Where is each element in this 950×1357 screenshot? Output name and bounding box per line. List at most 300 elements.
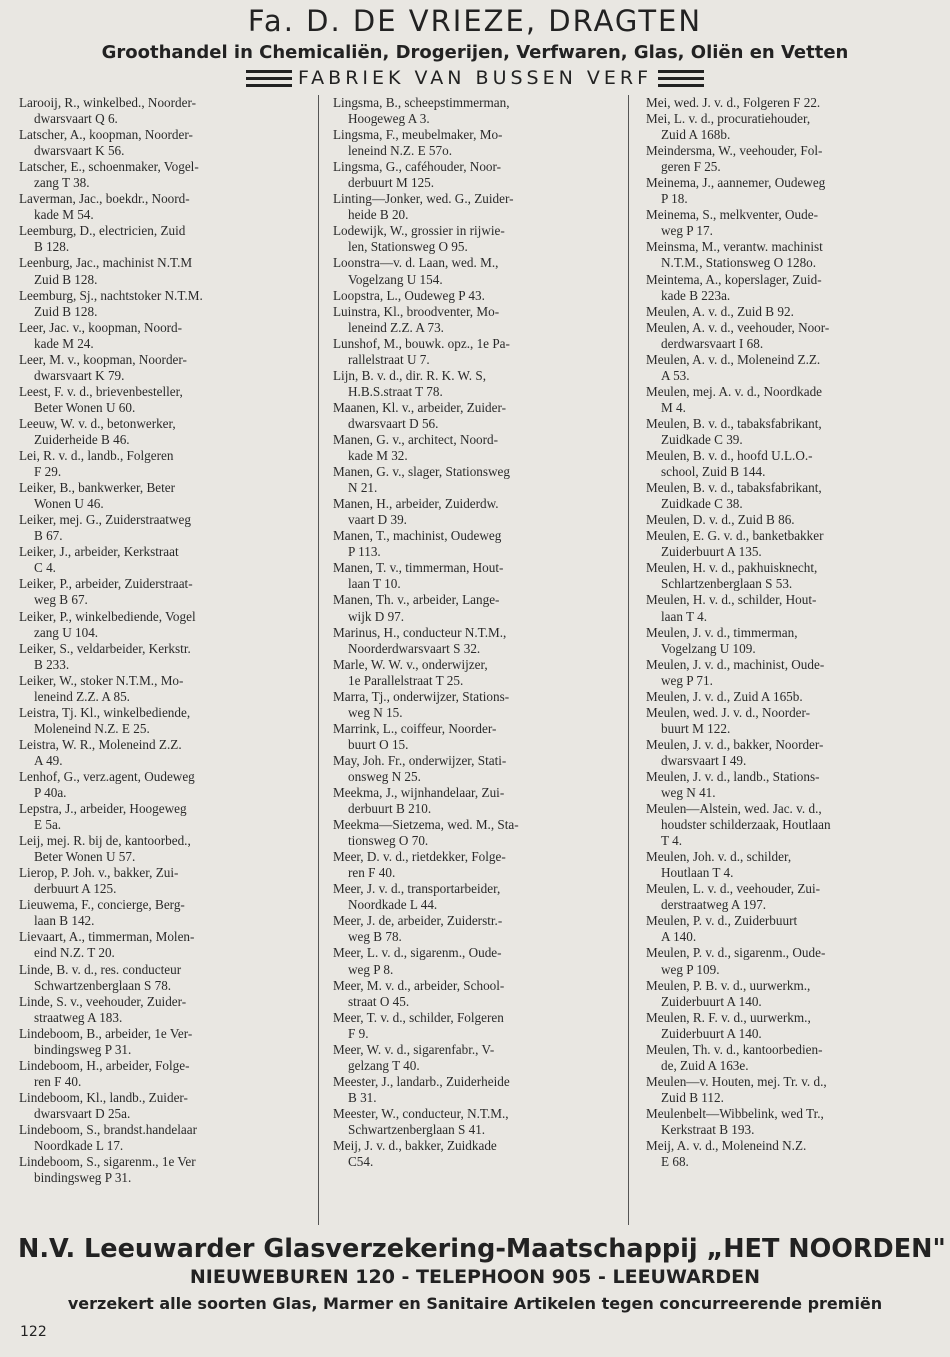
entry-line: Meekma, J., wijnhandelaar, Zui- <box>333 785 505 801</box>
directory-entry <box>646 801 928 849</box>
entry-line: Meulen, B. v. d., tabaksfabrikant, <box>646 480 822 496</box>
directory-entry <box>19 223 299 255</box>
entry-continuation: Zuidkade C 39. <box>661 431 743 447</box>
directory-entry <box>646 111 928 143</box>
entry-line: Leiker, J., arbeider, Kerkstraat <box>19 544 179 560</box>
entry-continuation: Zuid A 168b. <box>661 127 731 143</box>
entry-continuation: Vogelzang U 154. <box>348 271 443 287</box>
directory-entry <box>646 592 928 624</box>
directory-entry <box>646 913 928 945</box>
entry-continuation: kade M 32. <box>348 448 408 464</box>
entry-line: Meulen, J. v. d., landb., Stations- <box>646 768 820 784</box>
entry-line: Meer, M. v. d., arbeider, School- <box>333 977 505 993</box>
directory-entry <box>333 191 613 223</box>
entry-continuation: Beter Wonen U 57. <box>34 849 136 865</box>
directory-column-2 <box>333 95 613 1225</box>
directory-entry <box>333 159 613 191</box>
entry-line: Lei, R. v. d., landb., Folgeren <box>19 448 174 464</box>
entry-line: Meinema, S., melkventer, Oude- <box>646 207 818 223</box>
entry-line: Manen, G. v., slager, Stationsweg <box>333 464 510 480</box>
directory-entry <box>333 1042 613 1074</box>
entry-continuation: B 233. <box>34 656 70 672</box>
entry-continuation: Noorderdwarsvaart S 32. <box>348 640 481 656</box>
entry-line: Marrink, L., coiffeur, Noorder- <box>333 720 497 736</box>
entry-continuation: derbuurt A 125. <box>34 881 117 897</box>
entry-line: Leenburg, Jac., machinist N.T.M <box>19 255 193 271</box>
entry-continuation: B 67. <box>34 528 63 544</box>
entry-continuation: tionsweg O 70. <box>348 833 429 849</box>
entry-continuation: dwarsvaart D 56. <box>348 415 439 431</box>
entry-line: May, Joh. Fr., onderwijzer, Stati- <box>333 752 507 768</box>
entry-continuation: rallelstraat U 7. <box>348 351 430 367</box>
directory-entry <box>19 994 299 1026</box>
directory-entry <box>333 464 613 496</box>
entry-continuation: P 113. <box>348 544 381 560</box>
directory-entry <box>333 127 613 159</box>
directory-entry <box>333 528 613 560</box>
entry-line: Meulen, P. v. d., Zuiderbuurt <box>646 913 798 929</box>
entry-line: Meulen, A. v. d., Zuid B 92. <box>646 303 794 319</box>
entry-continuation: houdster schilderzaak, Houtlaan <box>661 817 831 833</box>
directory-entry <box>19 641 299 673</box>
entry-continuation: dwarsvaart Q 6. <box>34 111 118 127</box>
directory-entry <box>646 304 928 320</box>
entry-continuation: N.T.M., Stationsweg O 128o. <box>661 255 817 271</box>
directory-entry <box>333 255 613 287</box>
entry-continuation: A 53. <box>661 367 690 383</box>
entry-line: Meulen, H. v. d., schilder, Hout- <box>646 592 817 608</box>
directory-entry <box>19 962 299 994</box>
entry-continuation: buurt M 122. <box>661 720 731 736</box>
directory-entry <box>333 817 613 849</box>
entry-continuation: school, Zuid B 144. <box>661 464 766 480</box>
directory-entry <box>333 592 613 624</box>
directory-entry <box>19 865 299 897</box>
entry-line: Leeuw, W. v. d., betonwerker, <box>19 415 176 431</box>
entry-line: Larooij, R., winkelbed., Noorder- <box>19 95 196 110</box>
entry-continuation: zang T 38. <box>34 175 90 191</box>
entry-line: Meulen, P. v. d., sigarenm., Oude- <box>646 945 826 961</box>
directory-entry <box>333 432 613 464</box>
entry-line: Meulen, E. G. v. d., banketbakker <box>646 528 824 544</box>
column-divider <box>318 95 319 1225</box>
directory-entry <box>333 496 613 528</box>
directory-entry <box>19 705 299 737</box>
entry-continuation: straat O 45. <box>348 993 410 1009</box>
entry-line: Meinsma, M., verantw. machinist <box>646 239 823 255</box>
entry-line: Linde, S. v., veehouder, Zuider- <box>19 993 187 1009</box>
directory-entry <box>646 705 928 737</box>
directory-entry <box>333 223 613 255</box>
directory-entry <box>646 416 928 448</box>
directory-entry <box>19 255 299 287</box>
directory-entry <box>333 945 613 977</box>
directory-entry <box>333 1138 613 1170</box>
directory-entry <box>646 769 928 801</box>
directory-entry <box>333 1010 613 1042</box>
entry-continuation: E 68. <box>661 1154 689 1170</box>
entry-line: Leiker, mej. G., Zuiderstraatweg <box>19 512 191 528</box>
entry-continuation: Wonen U 46. <box>34 496 104 512</box>
entry-continuation: dwarsvaart I 49. <box>661 752 747 768</box>
directory-entry <box>646 1010 928 1042</box>
column-divider <box>628 95 629 1225</box>
entry-continuation: leneind N.Z. E 57o. <box>348 143 453 159</box>
directory-entry <box>19 673 299 705</box>
entry-continuation: Noordkade L 44. <box>348 897 438 913</box>
entry-line: Leest, F. v. d., brievenbesteller, <box>19 383 183 399</box>
entry-continuation: Houtlaan T 4. <box>661 865 734 881</box>
entry-line: Leij, mej. R. bij de, kantoorbed., <box>19 833 191 849</box>
entry-line: Luinstra, Kl., broodventer, Mo- <box>333 303 500 319</box>
entry-line: Manen, Th. v., arbeider, Lange- <box>333 592 500 608</box>
directory-column-1 <box>19 95 299 1225</box>
directory-entry <box>646 480 928 512</box>
entry-line: Meulen, A. v. d., veehouder, Noor- <box>646 319 830 335</box>
entry-line: Lieuwema, F., concierge, Berg- <box>19 897 185 913</box>
directory-entry <box>19 801 299 833</box>
directory-entry <box>19 609 299 641</box>
entry-continuation: laan T 10. <box>348 576 401 592</box>
entry-line: Meulen, wed. J. v. d., Noorder- <box>646 704 811 720</box>
directory-entry <box>646 207 928 239</box>
directory-entry <box>19 1090 299 1122</box>
directory-entry <box>19 159 299 191</box>
entry-line: Linting—Jonker, wed. G., Zuider- <box>333 191 514 207</box>
directory-entry <box>333 849 613 881</box>
entry-continuation: Schlartzenberglaan S 53. <box>661 576 793 592</box>
directory-entry <box>333 304 613 336</box>
entry-continuation: Zuiderbuurt A 140. <box>661 1025 762 1041</box>
directory-entry <box>19 833 299 865</box>
entry-line: Leiker, W., stoker N.T.M., Mo- <box>19 672 184 688</box>
directory-entry <box>646 945 928 977</box>
entry-line: Meij, J. v. d., bakker, Zuidkade <box>333 1138 497 1154</box>
entry-line: Leer, M. v., koopman, Noorder- <box>19 351 187 367</box>
entry-line: Lindeboom, B., arbeider, 1e Ver- <box>19 1025 193 1041</box>
entry-continuation: eind N.Z. T 20. <box>34 945 115 961</box>
entry-line: Meulen—Alstein, wed. Jac. v. d., <box>646 801 822 817</box>
directory-entry <box>19 127 299 159</box>
directory-entry <box>333 978 613 1010</box>
directory-entry <box>646 657 928 689</box>
directory-entry <box>19 448 299 480</box>
left-bars-ornament <box>246 70 292 87</box>
entry-line: Meulen, Joh. v. d., schilder, <box>646 849 792 865</box>
directory-entry <box>333 560 613 592</box>
entry-continuation: P 40a. <box>34 785 67 801</box>
directory-entry <box>646 1042 928 1074</box>
entry-line: Leiker, B., bankwerker, Beter <box>19 480 176 496</box>
entry-continuation: B 31. <box>348 1089 377 1105</box>
entry-line: Leiker, P., winkelbediende, Vogel <box>19 608 196 624</box>
entry-line: Latscher, E., schoenmaker, Vogel- <box>19 159 199 175</box>
entry-line: Manen, T. v., timmerman, Hout- <box>333 560 504 576</box>
entry-line: Meulen, Th. v. d., kantoorbedien- <box>646 1041 823 1057</box>
entry-continuation: derbuurt M 125. <box>348 175 435 191</box>
entry-continuation: Kerkstraat B 193. <box>661 1122 755 1137</box>
directory-entry <box>333 336 613 368</box>
directory-entry <box>19 929 299 961</box>
directory-entry <box>19 95 299 127</box>
entry-continuation: kade B 223a. <box>661 287 731 303</box>
entry-continuation: straatweg A 183. <box>34 1009 123 1025</box>
entry-continuation: H.B.S.straat T 78. <box>348 383 443 399</box>
advert-title: Fa. D. DE VRIEZE, DRAGTEN <box>247 4 703 38</box>
directory-entry <box>333 657 613 689</box>
entry-line: Marle, W. W. v., onderwijzer, <box>333 656 488 672</box>
directory-entry <box>19 512 299 544</box>
directory-entry <box>19 1154 299 1186</box>
directory-entry <box>19 288 299 320</box>
entry-line: Meester, J., landarb., Zuiderheide <box>333 1073 510 1089</box>
entry-continuation: Zuid B 128. <box>34 271 98 287</box>
entry-continuation: Zuid B 112. <box>661 1089 724 1105</box>
directory-entry <box>646 689 928 705</box>
entry-continuation: Schwartzenberglaan S 41. <box>348 1122 486 1137</box>
entry-line: Meulen—v. Houten, mej. Tr. v. d., <box>646 1073 827 1089</box>
entry-line: Meer, W. v. d., sigarenfabr., V- <box>333 1041 495 1057</box>
entry-continuation: wijk D 97. <box>348 608 405 624</box>
entry-continuation: weg B 78. <box>348 929 402 945</box>
directory-entry <box>19 320 299 352</box>
entry-line: Lindeboom, H., arbeider, Folge- <box>19 1057 190 1073</box>
entry-line: Lijn, B. v. d., dir. R. K. W. S, <box>333 367 487 383</box>
directory-entry <box>19 191 299 223</box>
directory-entry <box>333 400 613 432</box>
directory-entry <box>19 544 299 576</box>
entry-line: Mei, L. v. d., procuratiehouder, <box>646 111 811 127</box>
directory-entry <box>333 881 613 913</box>
entry-continuation: derdwarsvaart I 68. <box>661 335 764 351</box>
directory-entry <box>646 1074 928 1106</box>
directory-entry <box>646 352 928 384</box>
entry-line: Latscher, A., koopman, Noorder- <box>19 127 193 143</box>
entry-continuation: dwarsvaart K 56. <box>34 143 125 159</box>
directory-entry <box>646 272 928 304</box>
entry-line: Leiker, S., veldarbeider, Kerkstr. <box>19 640 191 656</box>
entry-line: Manen, G. v., architect, Noord- <box>333 431 499 447</box>
entry-continuation: kade M 54. <box>34 207 94 223</box>
directory-entry <box>333 288 613 304</box>
entry-continuation: dwarsvaart D 25a. <box>34 1105 131 1121</box>
entry-continuation: Schwartzenberglaan S 78. <box>34 977 172 993</box>
entry-continuation: dwarsvaart K 79. <box>34 367 125 383</box>
directory-column-3 <box>646 95 928 1225</box>
entry-continuation: laan T 4. <box>661 608 708 624</box>
entry-line: Meulen, P. B. v. d., uurwerkm., <box>646 977 811 993</box>
entry-continuation: weg N 15. <box>348 704 403 720</box>
entry-line: Meindersma, W., veehouder, Fol- <box>646 143 823 159</box>
advert-factory-line <box>0 66 950 90</box>
directory-entry <box>19 1122 299 1154</box>
directory-entry <box>646 978 928 1010</box>
directory-entry <box>19 737 299 769</box>
entry-line: Meintema, A., koperslager, Zuid- <box>646 271 822 287</box>
entry-line: Lenhof, G., verz.agent, Oudeweg <box>19 768 195 784</box>
insurance-advert-address: NIEUWEBUREN 120 - TELEPHOON 905 - LEEUWARDEN <box>189 1266 761 1288</box>
entry-line: Meulenbelt—Wibbelink, wed Tr., <box>646 1105 824 1121</box>
entry-continuation: Zuiderbuurt A 140. <box>661 993 762 1009</box>
entry-continuation: Beter Wonen U 60. <box>34 399 136 415</box>
entry-line: Lingsma, G., caféhouder, Noor- <box>333 159 502 175</box>
directory-entry <box>333 689 613 721</box>
entry-continuation: M 4. <box>661 399 686 415</box>
directory-entry <box>333 1074 613 1106</box>
directory-entry <box>19 769 299 801</box>
factory-text: FABRIEK VAN BUSSEN VERF <box>297 67 652 89</box>
directory-entry <box>19 576 299 608</box>
entry-continuation: P 18. <box>661 191 688 207</box>
directory-entry <box>333 625 613 657</box>
entry-line: Meer, J. v. d., transportarbeider, <box>333 881 501 897</box>
entry-line: Lindeboom, S., sigarenm., 1e Ver <box>19 1154 196 1170</box>
entry-line: Meulen, J. v. d., Zuid A 165b. <box>646 688 803 704</box>
entry-line: Linde, B. v. d., res. conducteur <box>19 961 182 977</box>
entry-line: Meinema, J., aannemer, Oudeweg <box>646 175 826 191</box>
directory-entry <box>333 753 613 785</box>
directory-entry <box>19 1058 299 1090</box>
entry-line: Lepstra, J., arbeider, Hoogeweg <box>19 801 187 817</box>
entry-continuation: Zuiderheide B 46. <box>34 431 130 447</box>
directory-entry <box>646 1138 928 1170</box>
entry-continuation: vaart D 39. <box>348 512 407 528</box>
directory-entry <box>646 175 928 207</box>
entry-line: Meulen, J. v. d., machinist, Oude- <box>646 656 825 672</box>
entry-line: Loonstra—v. d. Laan, wed. M., <box>333 255 499 271</box>
directory-entry <box>333 95 613 127</box>
entry-line: Meulen, J. v. d., timmerman, <box>646 624 798 640</box>
directory-entry <box>333 785 613 817</box>
entry-continuation: Moleneind N.Z. E 25. <box>34 720 150 736</box>
entry-continuation: weg P 109. <box>661 961 720 977</box>
entry-line: Meulen, L. v. d., veehouder, Zui- <box>646 881 821 897</box>
entry-line: Meulen, D. v. d., Zuid B 86. <box>646 512 795 528</box>
entry-continuation: leneind Z.Z. A 85. <box>34 688 130 704</box>
entry-line: Meulen, H. v. d., pakhuisknecht, <box>646 560 818 576</box>
entry-line: Lindeboom, Kl., landb., Zuider- <box>19 1089 188 1105</box>
directory-entry <box>646 95 928 111</box>
directory-entry <box>19 480 299 512</box>
entry-continuation: Zuidkade C 38. <box>661 496 743 512</box>
page-number: 122 <box>20 1324 47 1340</box>
entry-continuation: Zuid B 128. <box>34 303 98 319</box>
entry-continuation: zang U 104. <box>34 624 99 640</box>
entry-continuation: len, Stationsweg O 95. <box>348 239 468 255</box>
directory-entry <box>333 1106 613 1138</box>
entry-continuation: weg P 71. <box>661 672 713 688</box>
directory-entry <box>19 352 299 384</box>
directory-entry <box>646 625 928 657</box>
entry-line: Meulen, B. v. d., hoofd U.L.O.- <box>646 448 813 464</box>
entry-continuation: buurt O 15. <box>348 736 409 752</box>
directory-entry <box>19 1026 299 1058</box>
entry-continuation: gelzang T 40. <box>348 1057 420 1073</box>
entry-line: Meer, J. de, arbeider, Zuiderstr.- <box>333 913 503 929</box>
entry-continuation: ren F 40. <box>348 865 396 881</box>
directory-entry <box>646 143 928 175</box>
entry-line: Lievaart, A., timmerman, Molen- <box>19 929 195 945</box>
entry-line: Lingsma, F., meubelmaker, Mo- <box>333 127 503 143</box>
entry-continuation: weg N 41. <box>661 785 716 801</box>
entry-line: Meulen, mej. A. v. d., Noordkade <box>646 383 823 399</box>
entry-continuation: 1e Parallelstraat T 25. <box>348 672 464 688</box>
entry-line: Leistra, Tj. Kl., winkelbediende, <box>19 704 191 720</box>
entry-line: Meer, T. v. d., schilder, Folgeren <box>333 1009 504 1025</box>
entry-line: Leemburg, Sj., nachtstoker N.T.M. <box>19 287 203 303</box>
entry-continuation: weg P 17. <box>661 223 713 239</box>
directory-entry <box>646 512 928 528</box>
directory-entry <box>19 897 299 929</box>
entry-continuation: weg P 8. <box>348 961 394 977</box>
entry-continuation: C 4. <box>34 560 56 576</box>
advert-subtitle: Groothandel in Chemicaliën, Drogerijen, Verfwaren, Glas, Oliën en Vetten <box>101 42 849 63</box>
entry-continuation: heide B 20. <box>348 207 409 223</box>
directory-entry <box>646 320 928 352</box>
directory-entry <box>646 560 928 592</box>
entry-line: Meer, D. v. d., rietdekker, Folge- <box>333 849 506 865</box>
directory-entry <box>646 849 928 881</box>
entry-line: Leemburg, D., electricien, Zuid <box>19 223 186 239</box>
entry-line: Laverman, Jac., boekdr., Noord- <box>19 191 190 207</box>
directory-entry <box>646 737 928 769</box>
entry-continuation: de, Zuid A 163e. <box>661 1057 749 1073</box>
entry-line: Meer, L. v. d., sigarenm., Oude- <box>333 945 502 961</box>
entry-continuation: laan B 142. <box>34 913 95 929</box>
entry-line: Marinus, H., conducteur N.T.M., <box>333 624 507 640</box>
entry-continuation: onsweg N 25. <box>348 768 421 784</box>
entry-line: Lierop, P. Joh. v., bakker, Zui- <box>19 865 179 881</box>
entry-continuation: F 29. <box>34 464 62 480</box>
directory-entry <box>333 913 613 945</box>
entry-continuation: derbuurt B 210. <box>348 801 432 817</box>
entry-continuation: A 140. <box>661 929 697 945</box>
entry-line: Meekma—Sietzema, wed. M., Sta- <box>333 817 519 833</box>
entry-continuation: derstraatweg A 197. <box>661 897 767 913</box>
entry-continuation: Noordkade L 17. <box>34 1138 124 1154</box>
entry-continuation: N 21. <box>348 480 378 496</box>
entry-continuation: E 5a. <box>34 817 62 833</box>
directory-entry <box>646 384 928 416</box>
directory-entry <box>19 384 299 416</box>
entry-continuation: ren F 40. <box>34 1073 82 1089</box>
entry-continuation: Vogelzang U 109. <box>661 640 756 656</box>
entry-line: Mei, wed. J. v. d., Folgeren F 22. <box>646 95 821 110</box>
entry-continuation: B 128. <box>34 239 70 255</box>
entry-line: Meulen, A. v. d., Moleneind Z.Z. <box>646 351 821 367</box>
entry-line: Meulen, J. v. d., bakker, Noorder- <box>646 736 824 752</box>
entry-continuation: bindingsweg P 31. <box>34 1170 132 1186</box>
entry-line: Manen, H., arbeider, Zuiderdw. <box>333 496 499 512</box>
entry-continuation: F 9. <box>348 1025 369 1041</box>
directory-entry <box>19 416 299 448</box>
directory-entry <box>646 528 928 560</box>
entry-line: Lodewijk, W., grossier in rijwie- <box>333 223 505 239</box>
insurance-advert-company: N.V. Leeuwarder Glasverzekering-Maatschappij „HET NOORDEN" <box>18 1234 946 1264</box>
entry-line: Maanen, Kl. v., arbeider, Zuider- <box>333 399 507 415</box>
entry-line: Manen, T., machinist, Oudeweg <box>333 528 502 544</box>
entry-continuation: leneind Z.Z. A 73. <box>348 319 444 335</box>
entry-line: Leiker, P., arbeider, Zuiderstraat- <box>19 576 193 592</box>
directory-entry <box>646 881 928 913</box>
entry-line: Meulen, R. F. v. d., uurwerkm., <box>646 1009 811 1025</box>
entry-continuation: kade M 24. <box>34 335 94 351</box>
directory-entry <box>646 239 928 271</box>
entry-line: Loopstra, L., Oudeweg P 43. <box>333 287 485 303</box>
right-bars-ornament <box>658 70 704 87</box>
entry-line: Lingsma, B., scheepstimmerman, <box>333 95 510 110</box>
entry-line: Meulen, B. v. d., tabaksfabrikant, <box>646 415 822 431</box>
